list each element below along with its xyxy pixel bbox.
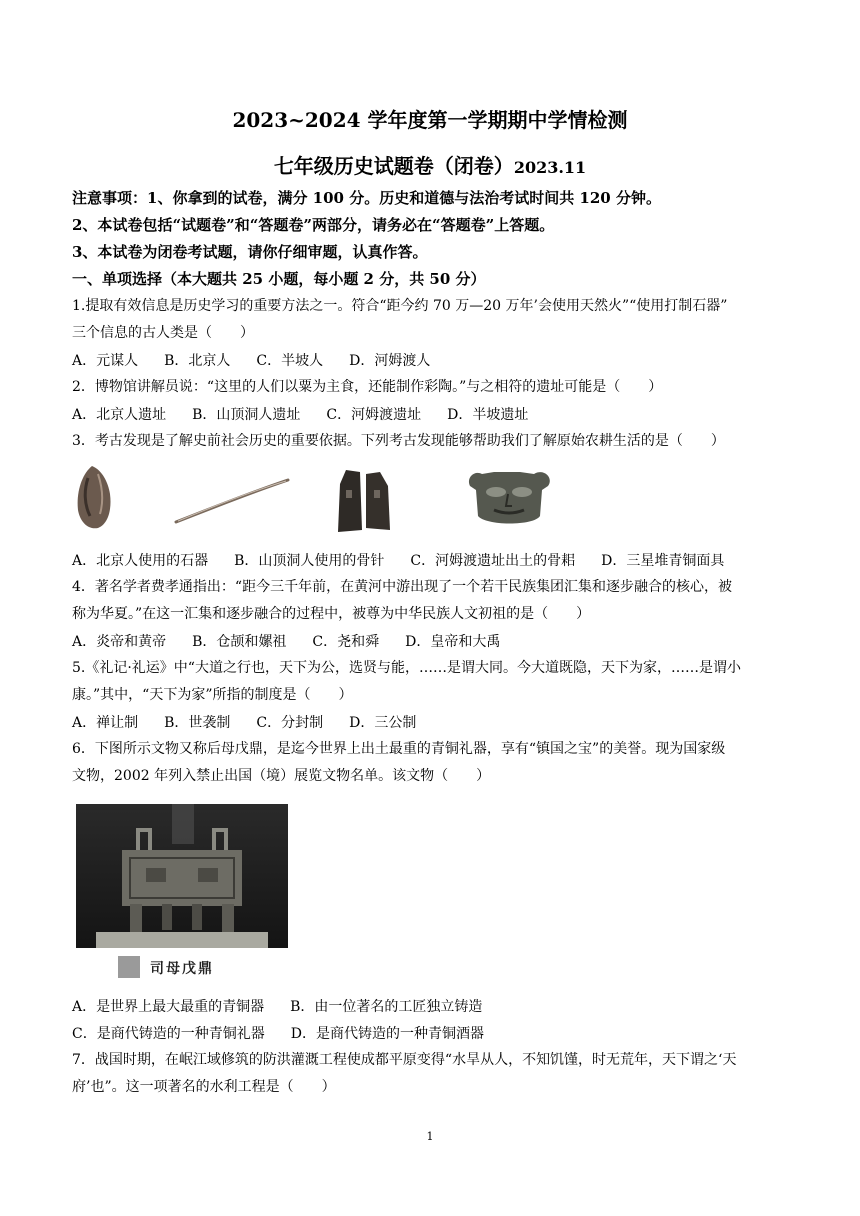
q6-option-b: B．由一位著名的工匠独立铸造 [290,999,483,1015]
q6-option-d: D．是商代铸造的一种青铜酒器 [290,1026,484,1042]
q1-option-c: C．半坡人 [256,353,324,369]
q3-options [72,550,750,570]
stone-tool-image [74,464,114,532]
q4-line2: 称为华夏。”在这一汇集和逐步融合的过程中，被尊为中华民族人文初祖的是（ ） [72,606,591,622]
q1-line2: 三个信息的古人类是（ ） [72,325,254,341]
caption-marker [118,956,140,978]
q7-line1: 7．战国时期，在岷江域修筑的防洪灌溉工程使成都平原变得“水旱从人，不知饥馑，时无荒年，天下谓之‘天 [72,1052,737,1068]
q3-option-d: D．三星堆青铜面具 [601,553,725,569]
exam-date: 2023.11 [513,158,587,177]
q3-option-b: B．山顶洞人使用的骨针 [234,553,385,569]
q4-option-a: A．炎帝和黄帝 [72,634,167,650]
q5-line1: 5.《礼记·礼运》中“大道之行也，天下为公，选贤与能，……是谓大同。今大道既隐，天下为家，……是谓小 [72,660,741,676]
q6-option-a: A．是世界上最大最重的青铜器 [72,999,265,1015]
q6-options-row2 [72,1023,510,1043]
q4-options [72,631,526,651]
q7-line2: 府’也”。这一项著名的水利工程是（ ） [72,1079,336,1095]
exam-subtitle [0,150,860,179]
q5-line2: 康。”其中，“天下为家”所指的制度是（ ） [72,687,353,703]
q5-option-d: D．三公制 [349,715,417,731]
q1-options [72,350,456,370]
q2-option-c: C．河姆渡遗址 [326,407,422,423]
q4-option-c: C．尧和舜 [312,634,380,650]
notice-3: 3、本试卷为闭卷考试题，请你仔细审题，认真作答。 [72,243,428,261]
section-heading: 一、单项选择（本大题共 25 小题，每小题 2 分，共 50 分） [72,270,486,288]
q3-line1: 3．考古发现是了解史前社会历史的重要依据。下列考古发现能够帮助我们了解原始农耕生活的是（ ） [72,433,725,449]
q5-option-a: A．禅让制 [72,715,139,731]
q6-option-c: C．是商代铸造的一种青铜礼器 [72,1026,265,1042]
exam-title: 2023~2024 学年度第一学期期中学情检测 [232,108,628,132]
q3-option-c: C．河姆渡遗址出土的骨耜 [410,553,576,569]
q3-artifact-images [72,462,792,542]
q6-line2: 文物，2002 年列入禁止出国（境）展览文物名单。该文物（ ） [72,768,491,784]
q1-option-b: B．北京人 [164,353,231,369]
q4-option-b: B．仓颉和嫘祖 [192,634,287,650]
q3-option-a: A．北京人使用的石器 [72,553,209,569]
q4-option-d: D．皇帝和大禹 [405,634,501,650]
q5-options [72,712,442,732]
q6-options-row1 [72,996,508,1016]
q2-options [72,404,554,424]
figure-caption: 司母戊鼎 [150,961,214,977]
bone-needle-image [172,476,292,526]
page-number: 1 [426,1130,434,1143]
q6-line1: 6．下图所示文物又称后母戊鼎，是迄今世界上出土最重的青铜礼器，享有“镇国之宝”的美誉。现为国家级 [72,741,726,757]
q2-option-b: B．山顶洞人遗址 [192,407,301,423]
q4-line1: 4．著名学者费孝通指出：“距今三千年前，在黄河中游出现了一个若干民族集团汇集和逐步融合的核心，被 [72,579,733,595]
q1-option-a: A．元谋人 [72,353,139,369]
q5-option-c: C．分封制 [256,715,324,731]
subtitle-text: 七年级历史试题卷（闭卷） [273,154,514,178]
notice-2: 2、本试卷包括“试题卷”和“答题卷”两部分，请务必在“答题卷”上答题。 [72,216,555,234]
q2-line1: 2．博物馆讲解员说：“这里的人们以粟为主食，还能制作彩陶。”与之相符的遗址可能是（ ） [72,379,663,395]
q5-option-b: B．世袭制 [164,715,231,731]
bronze-mask-image [464,466,554,530]
bone-spade-image [336,468,392,534]
q2-option-a: A．北京人遗址 [72,407,167,423]
q2-option-d: D．半坡遗址 [447,407,529,423]
q1-option-d: D．河姆渡人 [349,353,431,369]
simuwu-ding-image [76,804,288,948]
notice-1: 注意事项：1、你拿到的试卷，满分 100 分。历史和道德与法治考试时间共 120 分钟。 [72,189,661,207]
q1-line1: 1.提取有效信息是历史学习的重要方法之一。符合“距今约 70 万—20 万年’会使用天然火”“使用打制石器” [72,298,728,314]
